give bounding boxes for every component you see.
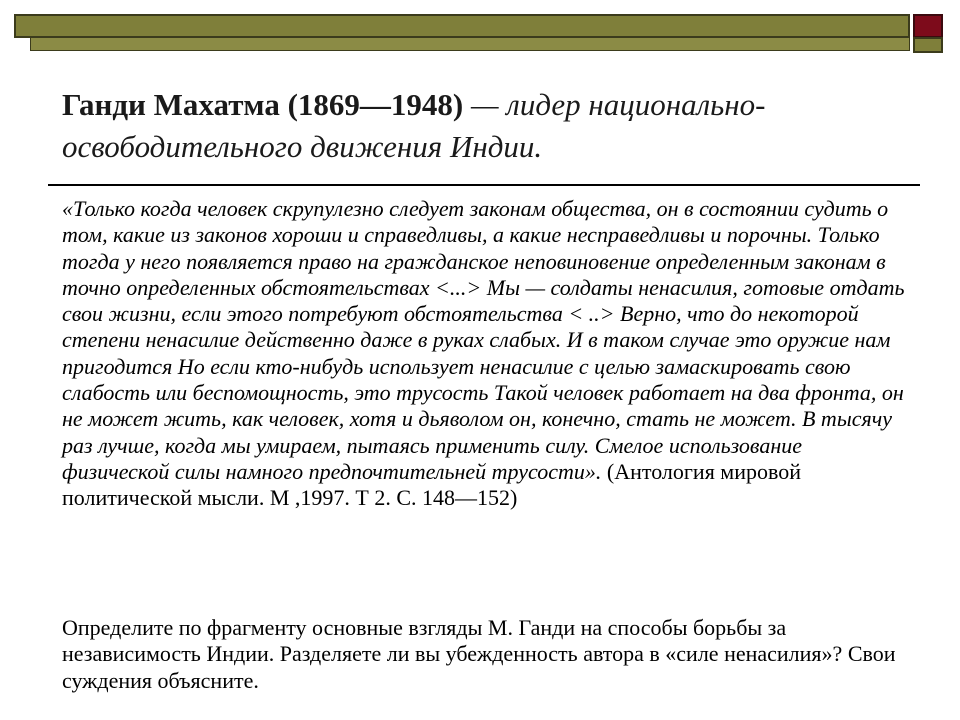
title-description: — лидер национально-освободительного движения Индии.: [62, 87, 766, 164]
quote-text: «Только когда человек скрупулезно следует законам общества, он в состоянии судить о том, какие из законов хороши и справедливы, а какие несправедливы и порочны. Только тогда у него появляется право на гражданское неповиновение определенным законам в точно определенных обстоятельствах <...> Мы — солдаты ненасилия, готовые отдать свои жизни, если этого потребуют обстоятельства < ..> Верно, что до некоторой степени ненасилие действенно даже в руках слабых. И в таком случае это оружие нам пригодится Но если кто-нибудь использует ненасилие с целью замаскировать свою слабость или беспомощность, это трусость Такой человек работает на два фронта, он не может жить, как человек, хотя и дьяволом он, конечно, стать не может. В тысячу раз лучше, когда мы умираем, пытаясь применить силу. Смелое использование физической силы намного предпочтительней трусости».: [62, 196, 905, 484]
top-decor-strip: [30, 37, 910, 51]
slide-title: [62, 84, 912, 168]
quote-block: [62, 196, 912, 512]
corner-decor-olive: [913, 37, 943, 53]
title-divider: [48, 184, 920, 186]
top-decor-bar: [14, 14, 910, 38]
task-text: Определите по фрагменту основные взгляды М. Ганди на способы борьбы за независимость Индии. Разделяете ли вы убежденность автора в «силе ненасилия»? Свои суждения объясните.: [62, 615, 896, 693]
quote-source: (Антология мировой политической мысли. М ,1997. Т 2. С. 148—152): [62, 458, 802, 511]
corner-decor-red: [913, 14, 943, 38]
title-name: Ганди Махатма (1869—1948): [62, 87, 464, 122]
